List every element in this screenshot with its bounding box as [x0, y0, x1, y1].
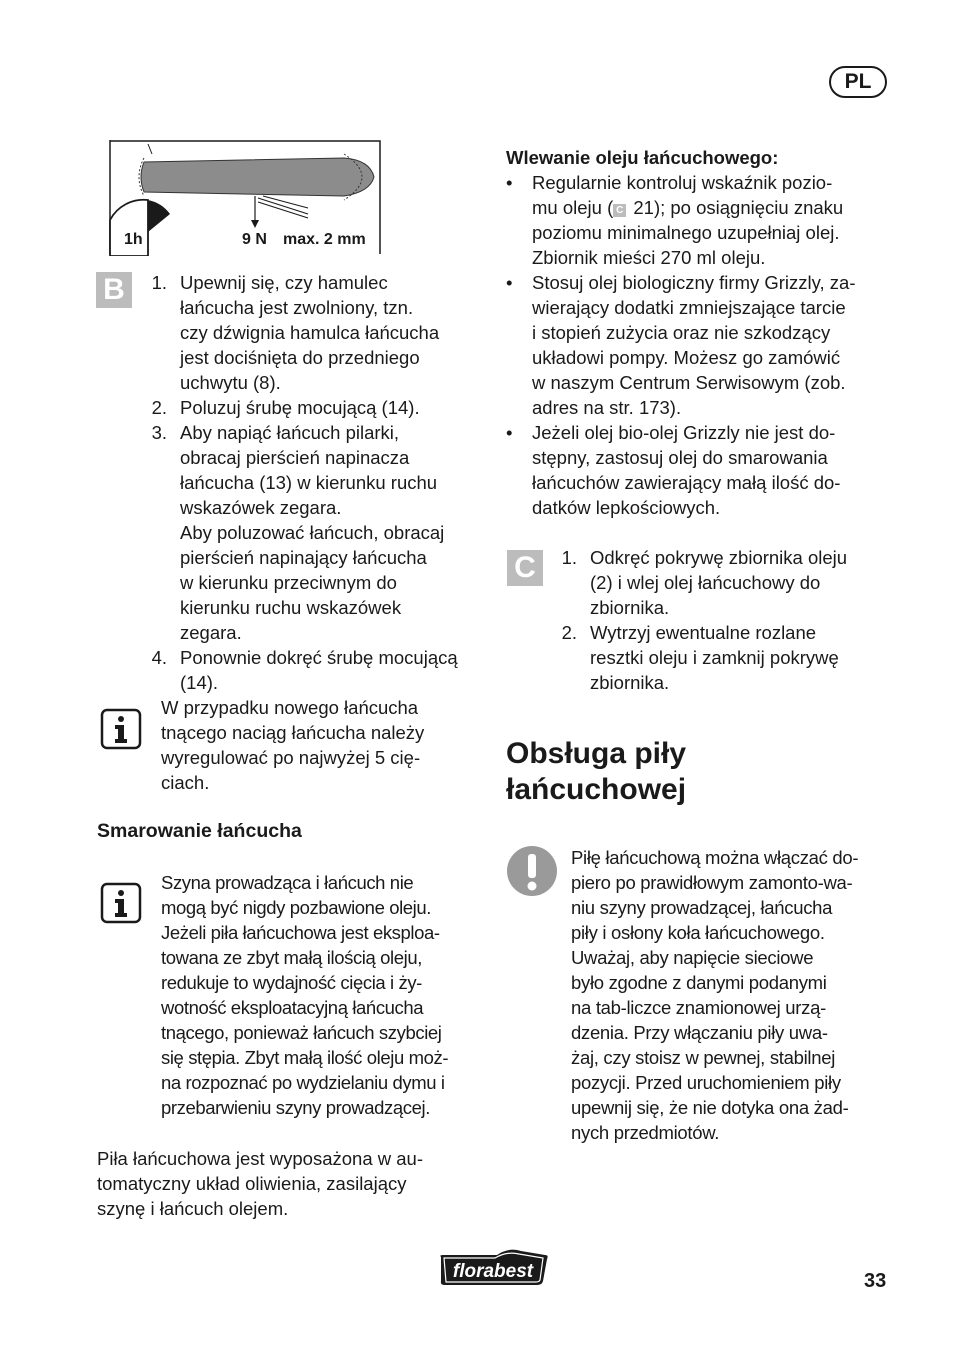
- svg-text:florabest: florabest: [452, 1261, 534, 1282]
- page-number: 33: [864, 1270, 887, 1292]
- warning-icon: [506, 845, 558, 897]
- paragraph-auto-oiling: Piła łańcuchowa jest wyposażona w au- tomatyczny układ oliwienia, zasilający szynę i łańcuch olejem.: [97, 1148, 423, 1219]
- figure-label-gap: max. 2 mm: [283, 231, 366, 248]
- note-new-chain: W przypadku nowego łańcucha tnącego naciąg łańcucha należy wyregulować po najwyżej 5 cię- ciach.: [161, 697, 425, 793]
- brand-logo: [437, 1245, 551, 1289]
- bullet-item: • Jeżeli olej bio-olej Grizzly nie jest do- stępny, zastosuj olej do smarowania łańcuchów zawierający małą ilość do- datków lepkościowych.: [506, 422, 841, 518]
- heading-oil-fill: Wlewanie oleju łańcuchowego:: [506, 147, 779, 168]
- warning-operation: Piłę łańcuchową można włączać do- piero po prawidłowym zamonto-wa- niu szyny prowadzącej, łańcucha piły i osłony koła łańcuchowego. Uważaj, aby napięcie sieciowe było zgodne z danymi podanymi na tab-liczce znamionowej urzą- dzenia. Przy włączaniu piły uwa- żaj, czy stoisz w pewnej, stabilnej pozycji. Przed uruchomieniem piły upewnij się, że nie dotyka ona żad- nych przedmiotów.: [571, 847, 859, 1143]
- step-badge-b: B: [96, 272, 132, 308]
- section-heading-lubrication: Smarowanie łańcucha: [97, 820, 302, 842]
- step-item: 3. Aby napiąć łańcuch pilarki, obracaj pierścień napinacza łańcucha (13) w kierunku ruchu wskazówek zegara. Aby poluzować łańcuch, obracaj pierścień napinający łańcucha w kierunku przeciwnym do kierunku ruchu wskazówek zegara.: [151, 422, 445, 643]
- steps-list-c: [547, 545, 907, 695]
- bullet-list-oil: [506, 170, 906, 520]
- figure-ref-icon: C: [613, 204, 626, 217]
- bullet-item: • Regularnie kontroluj wskaźnik pozio- mu oleju ( C 21); po osiągnięciu znaku poziomu minimalnego uzupełniaj olej. Zbiornik mieści 270 ml oleju.: [506, 172, 844, 268]
- steps-list-b: [137, 270, 477, 695]
- language-badge: PL: [829, 66, 887, 98]
- section-heading-operation: Obsługa piły łańcuchowej: [506, 737, 687, 806]
- figure-label-force: 9 N: [242, 231, 267, 248]
- figure-label-interval: 1h: [124, 231, 143, 248]
- info-icon: [100, 882, 142, 924]
- step-badge-c: C: [507, 550, 543, 586]
- step-item: 1. Upewnij się, czy hamulec łańcucha jest zwolniony, tzn. czy dźwignia hamulca łańcucha jest dociśnięta do przedniego uchwytu (8).: [151, 272, 440, 393]
- bullet-item: • Stosuj olej biologiczny firmy Grizzly, za- wierający dodatki zmniejszające tarcie i stopień zużycia oraz nie szkodzący układowi pompy. Możesz go zamówić w naszym Centrum Serwisowym (zob. adres na str. 173).: [506, 272, 856, 418]
- step-item: 1. Odkręć pokrywę zbiornika oleju (2) i wlej olej łańcuchowy do zbiornika.: [561, 547, 848, 618]
- step-item: 2. Poluzuj śrubę mocującą (14).: [151, 397, 420, 418]
- step-item: 2. Wytrzyj ewentualne rozlane resztki oleju i zamknij pokrywę zbiornika.: [561, 622, 839, 693]
- step-item: 4. Ponownie dokręć śrubę mocującą (14).: [151, 647, 458, 693]
- note-lubrication: Szyna prowadząca i łańcuch nie mogą być nigdy pozbawione oleju. Jeżeli piła łańcuchowa jest eksploa- towana ze zbyt małą ilością oleju, redukuje to wydajność cięcia i ży- wotność eksploatacyjną łańcucha tnącego, ponieważ łańcuch szybciej się stępia. Zbyt małą ilość oleju moż- na rozpoznać po wydzielaniu dymu i przebarwieniu szyny prowadzącej.: [161, 872, 449, 1118]
- chain-tension-figure: [108, 140, 382, 256]
- info-icon: [100, 708, 142, 750]
